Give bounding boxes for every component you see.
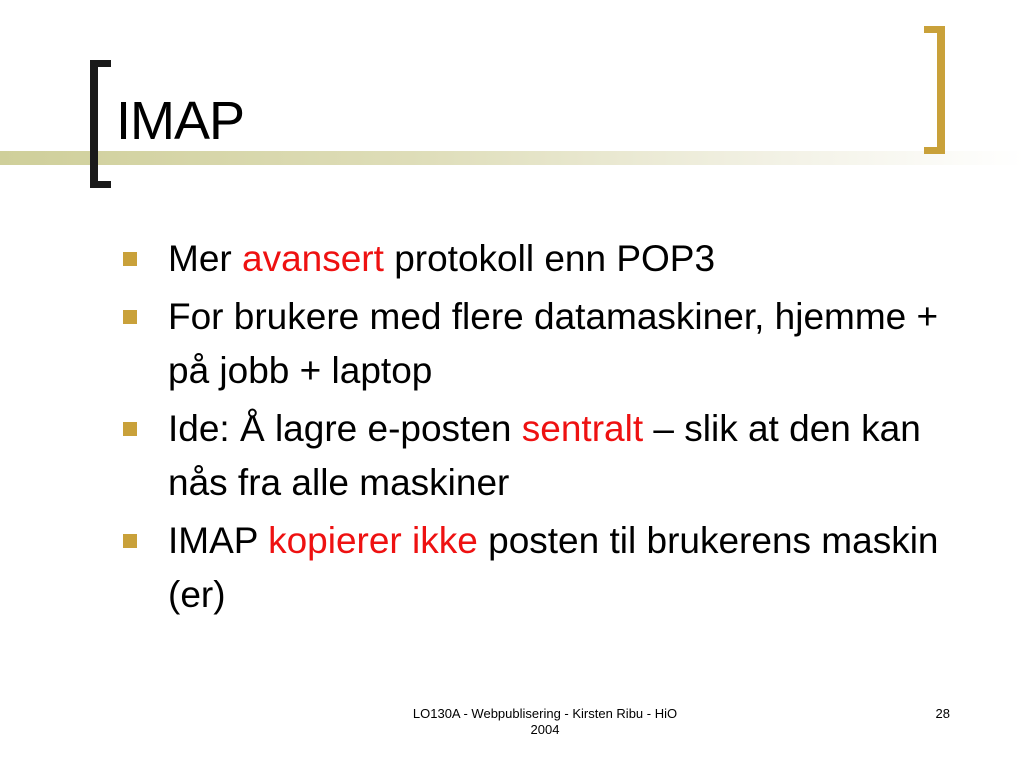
bullet-text	[168, 520, 939, 615]
bullet-text-plain: IMAP	[168, 520, 269, 561]
right-bracket-decoration	[924, 26, 945, 154]
footer-line: LO130A - Webpublisering - Kirsten Ribu - HiO	[412, 706, 678, 721]
square-bullet-icon	[123, 422, 137, 436]
bullet-text-plain: Mer	[168, 238, 242, 279]
bullet-text	[168, 408, 921, 503]
bullet-text	[168, 296, 938, 391]
left-bracket-decoration	[90, 60, 111, 188]
square-bullet-icon	[123, 252, 137, 266]
bullet-item	[120, 514, 940, 622]
footer-text	[380, 706, 710, 738]
slide-title: IMAP	[116, 91, 245, 151]
bullet-item	[120, 402, 940, 510]
title-underline-band	[0, 151, 1024, 165]
bullet-text-emphasis: avansert	[242, 238, 384, 279]
bullet-text	[168, 238, 715, 279]
bullet-text-plain: protokoll enn POP3	[383, 238, 716, 279]
bullet-list	[120, 232, 940, 626]
square-bullet-icon	[123, 534, 137, 548]
bullet-text-plain: posten til brukerens maskin (er)	[168, 520, 939, 615]
bullet-text-plain: Ide: Å lagre e-posten	[168, 408, 522, 449]
bullet-text-emphasis: kopierer ikke	[268, 520, 478, 561]
bullet-text-plain: – slik at den kan nås fra alle maskiner	[168, 408, 921, 503]
page-number: 28	[935, 706, 950, 721]
square-bullet-icon	[123, 310, 137, 324]
bullet-item	[120, 290, 940, 398]
bullet-text-emphasis: sentralt	[521, 408, 644, 449]
bullet-text-plain: For brukere med flere datamaskiner, hjemme + på jobb + laptop	[168, 296, 939, 391]
footer-line: 2004	[530, 722, 560, 737]
bullet-item	[120, 232, 940, 286]
